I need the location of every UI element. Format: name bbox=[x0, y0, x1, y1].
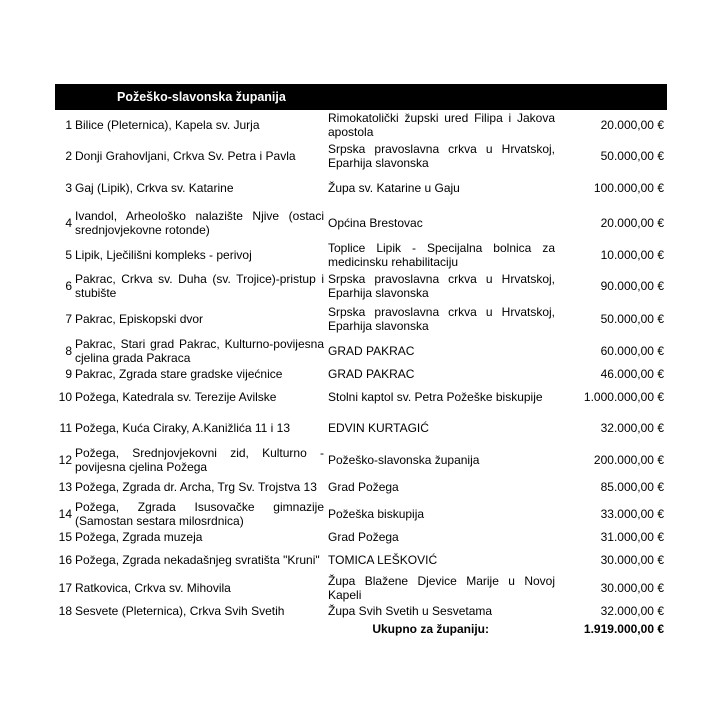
monument-name: Ivandol, Arheološko nalazište Njive (ostaci srednjovjekovne rotonde) bbox=[75, 209, 324, 237]
monument-name: Pakrac, Stari grad Pakrac, Kulturno-povijesna cjelina grada Pakraca bbox=[75, 336, 324, 365]
owner-name: Požeška biskupija bbox=[328, 507, 425, 521]
row-number: 8 bbox=[65, 343, 72, 358]
monument-name: Donji Grahovljani, Crkva Sv. Petra i Pavla bbox=[75, 148, 296, 163]
owner-name: Stolni kaptol sv. Petra Požeške biskupije bbox=[328, 390, 543, 404]
owner-name: Srpska pravoslavna crkva u Hrvatskoj, Eparhija slavonska bbox=[328, 141, 555, 170]
funding-rows bbox=[55, 110, 667, 620]
row-number: 6 bbox=[65, 278, 72, 293]
funding-amount: 32.000,00 € bbox=[600, 421, 664, 435]
owner-name: Grad Požega bbox=[328, 480, 399, 494]
table-row bbox=[55, 474, 667, 500]
table-row bbox=[55, 383, 667, 411]
table-row bbox=[55, 336, 667, 365]
owner-name: TOMICA LEŠKOVIĆ bbox=[328, 552, 438, 567]
monument-name: Ratkovica, Crkva sv. Mihovila bbox=[75, 581, 231, 595]
funding-table bbox=[55, 110, 667, 638]
table-row bbox=[55, 602, 667, 620]
row-number: 4 bbox=[65, 216, 72, 230]
funding-amount: 1.000.000,00 € bbox=[583, 390, 664, 404]
monument-name: Požega, Zgrada nekadašnjeg svratišta "Kruni" bbox=[75, 552, 320, 567]
funding-amount: 60.000,00 € bbox=[600, 343, 664, 358]
funding-amount: 200.000,00 € bbox=[593, 452, 664, 467]
funding-amount: 50.000,00 € bbox=[600, 148, 664, 163]
table-row bbox=[55, 302, 667, 336]
table-row bbox=[55, 110, 667, 140]
table-row bbox=[55, 445, 667, 474]
monument-name: Požega, Zgrada Isusovačke gimnazije (Samostan sestara milosrdnica) bbox=[75, 500, 324, 528]
row-number: 5 bbox=[65, 248, 72, 262]
owner-name: Župa sv. Katarine u Gaju bbox=[328, 181, 460, 195]
row-number: 13 bbox=[58, 480, 72, 494]
funding-amount: 46.000,00 € bbox=[600, 367, 664, 381]
monument-name: Pakrac, Zgrada stare gradske vijećnice bbox=[75, 367, 283, 381]
funding-amount: 50.000,00 € bbox=[600, 312, 664, 326]
monument-name: Bilice (Pleternica), Kapela sv. Jurja bbox=[75, 118, 260, 132]
table-row bbox=[55, 528, 667, 545]
table-row bbox=[55, 205, 667, 241]
owner-name: Požeško-slavonska županija bbox=[328, 452, 480, 467]
monument-name: Požega, Kuća Ciraky, A.Kanižlića 11 i 13 bbox=[75, 421, 291, 435]
total-label: Ukupno za županiju: bbox=[372, 622, 489, 636]
row-number: 16 bbox=[58, 552, 72, 567]
funding-amount: 30.000,00 € bbox=[600, 552, 664, 567]
monument-name: Požega, Zgrada muzeja bbox=[75, 529, 203, 544]
owner-name: Toplice Lipik - Specijalna bolnica za medicinsku rehabilitaciju bbox=[328, 241, 555, 269]
funding-amount: 31.000,00 € bbox=[600, 529, 664, 544]
owner-name: GRAD PAKRAC bbox=[328, 343, 415, 358]
monument-name: Sesvete (Pleternica), Crkva Svih Svetih bbox=[75, 604, 285, 618]
owner-name: GRAD PAKRAC bbox=[328, 367, 415, 381]
monument-name: Pakrac, Crkva sv. Duha (sv. Trojice)-pristup i stubište bbox=[75, 271, 324, 300]
monument-name: Gaj (Lipik), Crkva sv. Katarine bbox=[75, 181, 234, 195]
table-row bbox=[55, 574, 667, 602]
row-number: 14 bbox=[58, 507, 72, 521]
table-row bbox=[55, 241, 667, 269]
total-amount: 1.919.000,00 € bbox=[583, 622, 664, 636]
row-number: 10 bbox=[58, 390, 72, 404]
funding-amount: 30.000,00 € bbox=[600, 581, 664, 595]
monument-name: Pakrac, Episkopski dvor bbox=[75, 312, 204, 326]
row-number: 1 bbox=[65, 118, 72, 132]
owner-name: Župa Blažene Djevice Marije u Novoj Kapeli bbox=[328, 574, 555, 602]
table-row bbox=[55, 545, 667, 574]
row-number: 15 bbox=[58, 529, 72, 544]
row-number: 2 bbox=[65, 148, 72, 163]
funding-amount: 90.000,00 € bbox=[600, 278, 664, 293]
row-number: 11 bbox=[59, 421, 72, 435]
owner-name: Srpska pravoslavna crkva u Hrvatskoj, Eparhija slavonska bbox=[328, 271, 555, 300]
table-row bbox=[55, 171, 667, 205]
owner-name: Općina Brestovac bbox=[328, 216, 423, 230]
document-page bbox=[55, 84, 667, 638]
table-row bbox=[55, 500, 667, 528]
table-row bbox=[55, 411, 667, 445]
monument-name: Požega, Srednjovjekovni zid, Kulturno - povijesna cjelina Požega bbox=[75, 445, 324, 474]
owner-name: EDVIN KURTAGIĆ bbox=[328, 421, 429, 435]
row-number: 7 bbox=[65, 312, 72, 326]
table-row bbox=[55, 269, 667, 302]
funding-amount: 10.000,00 € bbox=[600, 248, 664, 262]
monument-name: Požega, Zgrada dr. Archa, Trg Sv. Trojstva 13 bbox=[75, 480, 317, 494]
row-number: 18 bbox=[58, 604, 72, 618]
funding-amount: 85.000,00 € bbox=[600, 480, 664, 494]
row-number: 12 bbox=[58, 452, 72, 467]
table-row bbox=[55, 365, 667, 383]
monument-name: Lipik, Lječilišni kompleks - perivoj bbox=[75, 248, 252, 262]
funding-amount: 20.000,00 € bbox=[600, 118, 664, 132]
total-row bbox=[55, 620, 667, 638]
table-row bbox=[55, 140, 667, 171]
monument-name: Požega, Katedrala sv. Terezije Avilske bbox=[75, 390, 277, 404]
row-number: 9 bbox=[65, 367, 72, 381]
county-header: Požeško-slavonska županija bbox=[55, 84, 667, 110]
row-number: 3 bbox=[65, 181, 72, 195]
owner-name: Srpska pravoslavna crkva u Hrvatskoj, Eparhija slavonska bbox=[328, 305, 555, 333]
funding-amount: 32.000,00 € bbox=[600, 604, 664, 618]
funding-amount: 100.000,00 € bbox=[593, 181, 664, 195]
owner-name: Grad Požega bbox=[328, 529, 399, 544]
row-number: 17 bbox=[58, 581, 72, 595]
owner-name: Rimokatolički župski ured Filipa i Jakova apostola bbox=[328, 111, 555, 139]
funding-amount: 33.000,00 € bbox=[600, 507, 664, 521]
owner-name: Župa Svih Svetih u Sesvetama bbox=[328, 604, 493, 618]
funding-amount: 20.000,00 € bbox=[600, 216, 664, 230]
